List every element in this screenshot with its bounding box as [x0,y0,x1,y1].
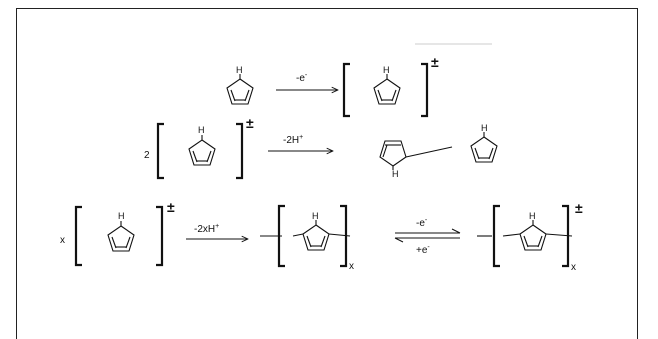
row3-eq-back-label: +e- [416,244,430,256]
row1-radical-nh-label: H [383,65,390,75]
row2-dimer-right-ring [471,132,497,162]
row2-coefficient: 2 [144,150,150,161]
row2-bracket-left [158,124,164,178]
row3-oxidized-charge: ± [575,200,583,216]
row3-pyrrole-ring [108,221,134,251]
row2-dimer-nh-right: H [481,123,488,133]
row2-pyrrole-ring [189,135,215,165]
row3-polymer-subscript: x [349,261,354,272]
row3-polymer-nh: H [312,211,319,221]
row3-oxidized-bracket-left [494,206,500,266]
row3-oxidized-subscript: x [571,262,576,273]
row3-radical-charge: ± [167,199,175,215]
row3-polymer-ring [303,220,329,250]
row1-bracket-right [421,64,427,116]
row3-arrow-label: -2xH+ [194,223,220,235]
row2-dimer-nh-left: H [392,169,399,179]
row1-nh-label: H [236,65,243,75]
row1-arrow-label: -e- [296,72,308,84]
row2-nh-label: H [198,125,205,135]
row2-dimer-bond [406,147,452,157]
row3-bracket-right [156,207,162,265]
row3-polymer-link-left [293,234,303,236]
row2-bracket-right [236,124,242,178]
row1-pyrrole [227,74,253,104]
row3-polymer-bracket-right [340,206,346,266]
row2-radical-charge: ± [246,115,254,131]
row3-bracket-left [76,207,82,265]
row1-radical-charge: ± [431,54,439,70]
row3-coefficient: x [60,235,65,246]
row2-dimer-left-ring [380,141,406,170]
row1-radical-cation-ring [374,74,400,104]
row3-eq-forward-label: -e- [416,217,428,229]
row3-oxidized-ring [520,220,546,250]
row3-oxidized-link-left [503,234,520,236]
row3-oxidized-nh: H [529,211,536,221]
row1-bracket-left [344,64,350,116]
row2-arrow-label: -2H+ [283,134,304,146]
row3-nh-label: H [118,211,125,221]
